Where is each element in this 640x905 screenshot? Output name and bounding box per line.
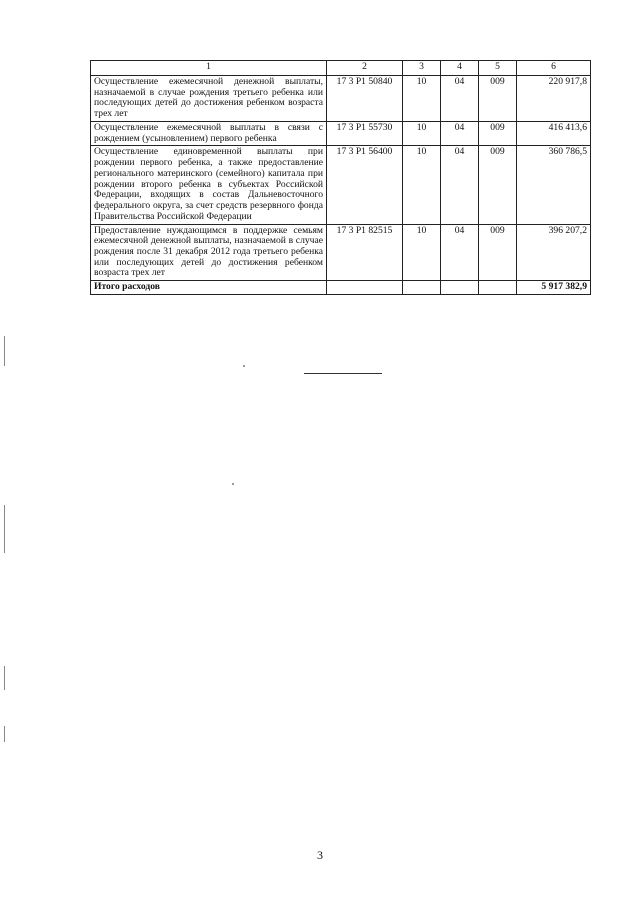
- department-code: 009: [479, 224, 517, 281]
- target-code: 17 3 P1 50840: [327, 76, 403, 122]
- target-code: 17 3 P1 82515: [327, 224, 403, 281]
- expense-name: Осуществление ежемесячной денежной выплаты, назначаемой в случае рождения третьего ребенка или последующих детей до достижения ребенком возраста трех лет: [91, 76, 327, 122]
- empty-cell: [403, 281, 441, 295]
- column-header: 2: [327, 61, 403, 76]
- column-header: 3: [403, 61, 441, 76]
- empty-cell: [441, 281, 479, 295]
- subsection-code: 04: [441, 224, 479, 281]
- section-code: 10: [403, 224, 441, 281]
- target-code: 17 3 P1 55730: [327, 121, 403, 145]
- page-number: 3: [317, 848, 323, 862]
- section-divider: [304, 373, 382, 374]
- column-header: 6: [517, 61, 591, 76]
- subsection-code: 04: [441, 76, 479, 122]
- section-code: 10: [403, 146, 441, 224]
- subsection-code: 04: [441, 146, 479, 224]
- expense-name: Осуществление единовременной выплаты при рождении первого ребенка, а также предоставление регионального материнского (семейного) капитала при рождении второго ребенка в субъектах Российской Федерации, входящих в состав Дальневосточного федерального округа, за счет средств резервного фонда Правительства Российской Федерации: [91, 146, 327, 224]
- scan-speck: [232, 483, 234, 485]
- subsection-code: 04: [441, 121, 479, 145]
- empty-cell: [327, 281, 403, 295]
- scan-speck: [243, 365, 245, 367]
- scan-edge-mark: [4, 666, 5, 690]
- amount: 360 786,5: [517, 146, 591, 224]
- target-code: 17 3 P1 56400: [327, 146, 403, 224]
- empty-cell: [479, 281, 517, 295]
- scan-edge-mark: [4, 505, 5, 553]
- table-row: [91, 76, 591, 122]
- column-header: 1: [91, 61, 327, 76]
- expense-name: Предоставление нуждающимся в поддержке семьям ежемесячной денежной выплаты, назначаемой в случае рождения после 31 декабря 2012 года третьего ребенка или последующих детей до достижения ребенком возраста трех лет: [91, 224, 327, 281]
- scan-edge-mark: [4, 336, 5, 366]
- table-row: [91, 121, 591, 145]
- department-code: 009: [479, 121, 517, 145]
- table-header-row: [91, 61, 591, 76]
- amount: 396 207,2: [517, 224, 591, 281]
- column-header: 5: [479, 61, 517, 76]
- amount: 220 917,8: [517, 76, 591, 122]
- section-code: 10: [403, 76, 441, 122]
- amount: 416 413,6: [517, 121, 591, 145]
- table-row: [91, 146, 591, 224]
- department-code: 009: [479, 76, 517, 122]
- section-code: 10: [403, 121, 441, 145]
- table-row: [91, 224, 591, 281]
- budget-table: [90, 60, 591, 295]
- scan-edge-mark: [4, 726, 5, 742]
- total-label: Итого расходов: [91, 281, 327, 295]
- expense-name: Осуществление ежемесячной выплаты в связи с рождением (усыновлением) первого ребенка: [91, 121, 327, 145]
- total-row: [91, 281, 591, 295]
- column-header: 4: [441, 61, 479, 76]
- total-amount: 5 917 382,9: [517, 281, 591, 295]
- department-code: 009: [479, 146, 517, 224]
